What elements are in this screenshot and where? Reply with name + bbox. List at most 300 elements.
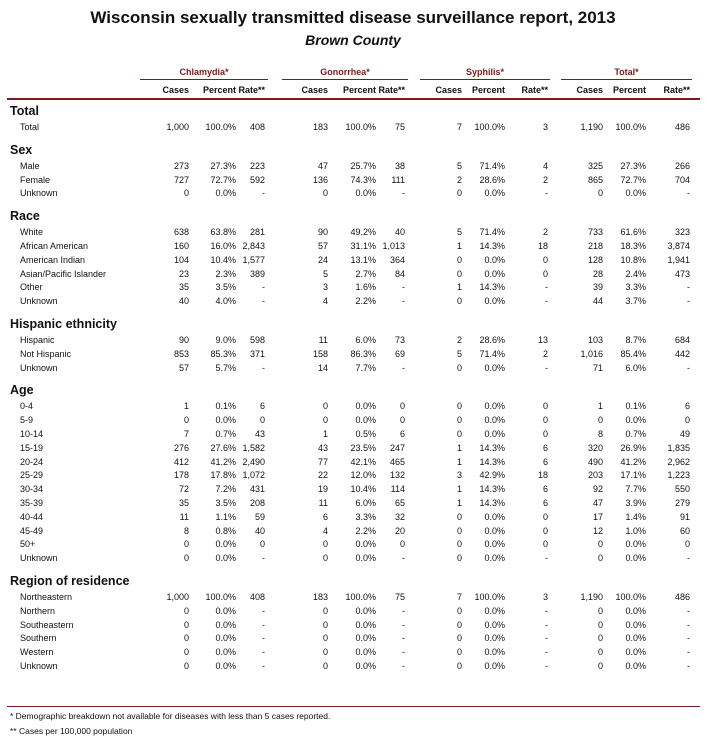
cell-value: 0.1%: [215, 401, 236, 412]
footer-rule: [7, 706, 700, 707]
table-row: [0, 188, 706, 201]
cell-value: 0: [259, 415, 265, 426]
cell-value: 183: [312, 122, 328, 132]
cell-value: 8: [597, 429, 603, 439]
column-header: Cases: [162, 85, 189, 95]
cell-value: 90: [317, 227, 328, 238]
cell-value: 0: [183, 415, 189, 426]
cell-value: 1: [456, 484, 462, 495]
row-label: Asian/Pacific Islander: [20, 268, 107, 279]
column-header: Percent: [471, 85, 505, 95]
cell-value: 17: [592, 511, 603, 522]
cell-value: 75: [394, 122, 405, 132]
cell-value: 100.0%: [474, 122, 505, 132]
cell-value: 7.7%: [355, 362, 376, 373]
cell-value: 100.0%: [205, 592, 236, 602]
cell-value: 733: [587, 227, 603, 238]
cell-value: -: [402, 633, 405, 644]
cell-value: 18: [537, 470, 548, 481]
cell-value: 0: [456, 619, 462, 630]
cell-value: 442: [674, 348, 690, 359]
cell-value: 0.0%: [215, 647, 236, 658]
row-label: 5-9: [20, 415, 34, 426]
cell-value: 10.4%: [350, 484, 376, 495]
cell-value: -: [262, 605, 265, 616]
cell-value: 43: [254, 429, 265, 439]
cell-value: 0: [183, 619, 189, 630]
cell-value: 853: [173, 348, 189, 359]
cell-value: 0: [456, 525, 462, 536]
cell-value: 2: [456, 174, 462, 185]
cell-value: 77: [317, 456, 328, 467]
column-header: Percent: [612, 85, 646, 95]
cell-value: 114: [390, 484, 405, 495]
cell-value: 0: [322, 633, 328, 644]
cell-value: -: [402, 647, 405, 658]
table-row: [0, 647, 706, 660]
table-row: [0, 526, 706, 539]
cell-value: 0.0%: [484, 661, 505, 671]
cell-value: 49: [679, 429, 690, 439]
cell-value: 0.0%: [484, 619, 505, 630]
cell-value: 1.0%: [625, 525, 646, 536]
table-row: [0, 443, 706, 456]
cell-value: 1: [456, 282, 462, 293]
disease-header: Gonorrhea*: [320, 67, 370, 77]
cell-value: 0.0%: [355, 401, 376, 412]
cell-value: 1: [456, 241, 462, 251]
cell-value: 3,874: [667, 241, 690, 251]
cell-value: 364: [389, 254, 405, 265]
cell-value: 0: [597, 647, 603, 658]
cell-value: 0: [399, 401, 405, 412]
cell-value: 247: [389, 442, 405, 453]
cell-value: 60: [679, 525, 690, 536]
disease-header-rule: [140, 79, 268, 80]
table-row: [0, 296, 706, 309]
cell-value: 592: [249, 174, 265, 185]
cell-value: 47: [592, 498, 603, 508]
cell-value: -: [402, 605, 405, 616]
row-label: Northern: [20, 605, 56, 616]
cell-value: 85.3%: [210, 348, 236, 359]
cell-value: 0.0%: [625, 619, 646, 630]
cell-value: 3: [456, 470, 462, 481]
cell-value: 0: [322, 539, 328, 550]
cell-value: 0.7%: [625, 429, 646, 439]
cell-value: 6.0%: [355, 335, 376, 345]
table-row: [0, 620, 706, 633]
cell-value: 3: [542, 122, 548, 132]
cell-value: 7: [456, 122, 462, 132]
cell-value: 28.6%: [479, 174, 505, 185]
cell-value: 273: [173, 160, 189, 171]
cell-value: -: [402, 553, 405, 564]
cell-value: 65: [394, 498, 405, 508]
cell-value: 320: [587, 442, 603, 453]
column-header: Rate**: [663, 85, 690, 95]
cell-value: 0: [597, 539, 603, 550]
table-row: [0, 498, 706, 511]
cell-value: 323: [674, 227, 690, 238]
cell-value: -: [262, 633, 265, 644]
row-label: Unknown: [20, 553, 58, 564]
cell-value: 3.5%: [215, 282, 236, 293]
cell-value: 0.0%: [484, 539, 505, 550]
table-row: [0, 122, 706, 135]
row-label: Unknown: [20, 296, 58, 307]
cell-value: 7.2%: [215, 484, 236, 495]
cell-value: 2: [456, 335, 462, 345]
cell-value: -: [262, 619, 265, 630]
cell-value: 684: [674, 335, 690, 345]
cell-value: 0: [542, 254, 548, 265]
cell-value: 0: [183, 188, 189, 199]
cell-value: 0: [399, 415, 405, 426]
cell-value: 73: [394, 335, 405, 345]
table-row: [0, 592, 706, 605]
cell-value: 1,941: [667, 254, 690, 265]
cell-value: 16.0%: [210, 241, 236, 251]
cell-value: -: [402, 282, 405, 293]
cell-value: 3.7%: [625, 296, 646, 307]
table-row: [0, 539, 706, 552]
cell-value: 0: [456, 429, 462, 439]
cell-value: 59: [254, 511, 265, 522]
cell-value: 14.3%: [479, 456, 505, 467]
cell-value: 9.0%: [215, 335, 236, 345]
cell-value: 0.0%: [625, 633, 646, 644]
cell-value: 7: [183, 429, 189, 439]
cell-value: 0: [542, 429, 548, 439]
cell-value: 465: [389, 456, 405, 467]
cell-value: 0: [456, 661, 462, 671]
disease-header: Chlamydia*: [179, 67, 229, 77]
row-label: Western: [20, 647, 54, 658]
cell-value: 0.0%: [484, 268, 505, 279]
cell-value: 5: [456, 160, 462, 171]
cell-value: 28.6%: [479, 335, 505, 345]
cell-value: 27.3%: [210, 160, 236, 171]
cell-value: 32: [394, 511, 405, 522]
cell-value: 40: [394, 227, 405, 238]
cell-value: 103: [587, 335, 603, 345]
cell-value: 28: [592, 268, 603, 279]
cell-value: 0.0%: [355, 188, 376, 199]
table-row: [0, 227, 706, 240]
cell-value: 19: [317, 484, 328, 495]
cell-value: 0.0%: [484, 415, 505, 426]
cell-value: 412: [173, 456, 189, 467]
table-row: [0, 553, 706, 566]
cell-value: 90: [178, 335, 189, 345]
cell-value: 223: [249, 160, 265, 171]
table-row: [0, 363, 706, 376]
cell-value: 2.2%: [355, 296, 376, 307]
cell-value: 0.0%: [215, 553, 236, 564]
cell-value: 0: [542, 268, 548, 279]
cell-value: 49.2%: [350, 227, 376, 238]
cell-value: 17.1%: [620, 470, 646, 481]
section-heading: Sex: [10, 142, 33, 157]
cell-value: 0: [183, 661, 189, 671]
cell-value: 1,190: [580, 592, 603, 602]
cell-value: 6: [322, 511, 328, 522]
cell-value: 0: [183, 553, 189, 564]
cell-value: 11: [318, 335, 328, 345]
cell-value: 6: [542, 498, 548, 508]
cell-value: 0.0%: [355, 605, 376, 616]
cell-value: 0: [597, 661, 603, 671]
cell-value: 17.8%: [210, 470, 236, 481]
cell-value: 486: [674, 592, 690, 602]
row-label: 10-14: [20, 429, 44, 439]
row-label: Unknown: [20, 362, 58, 373]
cell-value: 0: [684, 539, 690, 550]
cell-value: 0: [259, 539, 265, 550]
cell-value: 84: [394, 268, 405, 279]
cell-value: 38: [394, 160, 405, 171]
cell-value: 4.0%: [215, 296, 236, 307]
cell-value: 0: [456, 553, 462, 564]
cell-value: 0: [322, 661, 328, 671]
row-label: Not Hispanic: [20, 348, 72, 359]
cell-value: -: [402, 619, 405, 630]
table-row: [0, 161, 706, 174]
cell-value: -: [545, 647, 548, 658]
cell-value: 0: [456, 362, 462, 373]
cell-value: 431: [249, 484, 265, 495]
report-title: Wisconsin sexually transmitted disease surveillance report, 2013: [90, 8, 616, 27]
table-row: [0, 175, 706, 188]
cell-value: 0: [684, 415, 690, 426]
cell-value: 57: [317, 241, 328, 251]
cell-value: -: [402, 188, 405, 199]
cell-value: 0.0%: [625, 605, 646, 616]
cell-value: 279: [674, 498, 690, 508]
cell-value: 100.0%: [345, 592, 376, 602]
cell-value: -: [687, 282, 690, 293]
table-row: [0, 255, 706, 268]
cell-value: 6: [542, 456, 548, 467]
cell-value: 0: [542, 415, 548, 426]
cell-value: 2,962: [667, 456, 690, 467]
cell-value: 0.0%: [484, 525, 505, 536]
cell-value: 72.7%: [620, 174, 646, 185]
cell-value: 3.3%: [355, 511, 376, 522]
cell-value: 0: [456, 415, 462, 426]
footnote: ** Cases per 100,000 population: [10, 726, 133, 736]
cell-value: 0.0%: [484, 254, 505, 265]
table-row: [0, 661, 706, 674]
cell-value: 8.7%: [625, 335, 646, 345]
cell-value: 0.0%: [215, 661, 236, 671]
cell-value: 0.0%: [484, 605, 505, 616]
cell-value: -: [402, 362, 405, 373]
disease-header-rule: [282, 79, 408, 80]
cell-value: 598: [249, 335, 265, 345]
cell-value: -: [545, 661, 548, 671]
cell-value: 2.4%: [625, 268, 646, 279]
cell-value: 0: [542, 401, 548, 412]
footnote: * Demographic breakdown not available for diseases with less than 5 cases reported.: [10, 711, 331, 721]
cell-value: 0.0%: [484, 362, 505, 373]
cell-value: 57: [178, 362, 189, 373]
cell-value: 486: [674, 122, 690, 132]
cell-value: 75: [394, 592, 405, 602]
cell-value: 0.8%: [215, 525, 236, 536]
cell-value: 11: [179, 511, 189, 522]
cell-value: 0: [322, 619, 328, 630]
cell-value: 0.0%: [625, 188, 646, 199]
cell-value: 44: [592, 296, 603, 307]
cell-value: 0.0%: [355, 633, 376, 644]
cell-value: 100.0%: [615, 122, 646, 132]
cell-value: 0: [456, 647, 462, 658]
column-header: Percent: [202, 85, 236, 95]
cell-value: 12: [592, 525, 603, 536]
cell-value: 0: [399, 539, 405, 550]
cell-value: 473: [674, 268, 690, 279]
cell-value: 1.1%: [215, 511, 236, 522]
row-label: Male: [20, 160, 40, 171]
cell-value: 0.0%: [215, 539, 236, 550]
cell-value: -: [262, 661, 265, 671]
cell-value: 14.3%: [479, 282, 505, 293]
cell-value: 41.2%: [620, 456, 646, 467]
cell-value: 41.2%: [210, 456, 236, 467]
cell-value: 6.0%: [625, 362, 646, 373]
cell-value: 111: [391, 174, 405, 185]
cell-value: 42.9%: [479, 470, 505, 481]
cell-value: -: [545, 296, 548, 307]
cell-value: 69: [394, 348, 405, 359]
cell-value: 1,016: [580, 348, 603, 359]
cell-value: 24: [317, 254, 328, 265]
cell-value: -: [687, 362, 690, 373]
row-label: 40-44: [20, 511, 44, 522]
cell-value: 6: [542, 484, 548, 495]
cell-value: 0.0%: [484, 429, 505, 439]
table-row: [0, 484, 706, 497]
table-row: [0, 401, 706, 414]
table-row: [0, 335, 706, 348]
row-label: 20-24: [20, 456, 44, 467]
cell-value: 31.1%: [350, 241, 376, 251]
section-heading: Age: [10, 383, 34, 398]
cell-value: 1,000: [166, 592, 189, 602]
cell-value: 1: [456, 498, 462, 508]
cell-value: 100.0%: [205, 122, 236, 132]
cell-value: 0: [322, 401, 328, 412]
cell-value: -: [545, 282, 548, 293]
cell-value: 0.0%: [215, 415, 236, 426]
cell-value: 0: [456, 268, 462, 279]
cell-value: 0: [542, 525, 548, 536]
column-header: Cases: [301, 85, 328, 95]
cell-value: 35: [178, 498, 189, 508]
cell-value: 160: [173, 241, 189, 251]
cell-value: 6: [684, 401, 690, 412]
cell-value: 47: [317, 160, 328, 171]
cell-value: 14.3%: [479, 442, 505, 453]
row-label: Female: [20, 174, 51, 185]
cell-value: 0.0%: [355, 415, 376, 426]
disease-header-rule: [420, 79, 550, 80]
cell-value: -: [262, 296, 265, 307]
cell-value: 6.0%: [355, 498, 376, 508]
cell-value: 4: [322, 525, 328, 536]
cell-value: -: [687, 296, 690, 307]
cell-value: 0: [456, 605, 462, 616]
row-label: Unknown: [20, 661, 58, 671]
cell-value: 0: [322, 647, 328, 658]
cell-value: 6: [399, 429, 405, 439]
disease-header-rule: [561, 79, 692, 80]
cell-value: 0.0%: [625, 415, 646, 426]
table-row: [0, 470, 706, 483]
cell-value: 39: [592, 282, 603, 293]
cell-value: -: [687, 553, 690, 564]
cell-value: 72: [178, 484, 189, 495]
cell-value: 0: [183, 633, 189, 644]
cell-value: 91: [679, 511, 690, 522]
cell-value: -: [545, 188, 548, 199]
cell-value: -: [545, 605, 548, 616]
cell-value: 0: [456, 511, 462, 522]
cell-value: -: [402, 296, 405, 307]
cell-value: 0.0%: [215, 619, 236, 630]
cell-value: 72.7%: [210, 174, 236, 185]
cell-value: 132: [389, 470, 405, 481]
cell-value: -: [687, 661, 690, 671]
cell-value: 0.0%: [484, 633, 505, 644]
cell-value: 63.8%: [210, 227, 236, 238]
cell-value: 1: [597, 401, 603, 412]
row-label: Southeastern: [20, 619, 74, 630]
cell-value: 25.7%: [350, 160, 376, 171]
cell-value: 71: [592, 362, 603, 373]
cell-value: 1.4%: [625, 511, 646, 522]
cell-value: 0.0%: [484, 553, 505, 564]
cell-value: 14.3%: [479, 484, 505, 495]
cell-value: 0.0%: [355, 661, 376, 671]
row-label: 45-49: [20, 525, 44, 536]
cell-value: -: [545, 553, 548, 564]
cell-value: 0: [322, 188, 328, 199]
cell-value: 100.0%: [345, 122, 376, 132]
cell-value: 2.7%: [355, 268, 376, 279]
cell-value: 0: [183, 605, 189, 616]
column-header: Rate**: [521, 85, 548, 95]
cell-value: -: [545, 362, 548, 373]
table-row: [0, 282, 706, 295]
table-row: [0, 606, 706, 619]
cell-value: 1: [456, 456, 462, 467]
cell-value: 0.0%: [625, 661, 646, 671]
cell-value: 4: [322, 296, 328, 307]
cell-value: 3.3%: [625, 282, 646, 293]
table-row: [0, 349, 706, 362]
cell-value: 0.5%: [355, 429, 376, 439]
row-label: White: [20, 227, 44, 238]
section-heading: Region of residence: [10, 574, 130, 588]
report-subtitle: Brown County: [305, 32, 401, 48]
row-label: Unknown: [20, 188, 58, 199]
cell-value: -: [687, 619, 690, 630]
column-header: Rate**: [238, 85, 265, 95]
cell-value: 1,577: [242, 254, 265, 265]
